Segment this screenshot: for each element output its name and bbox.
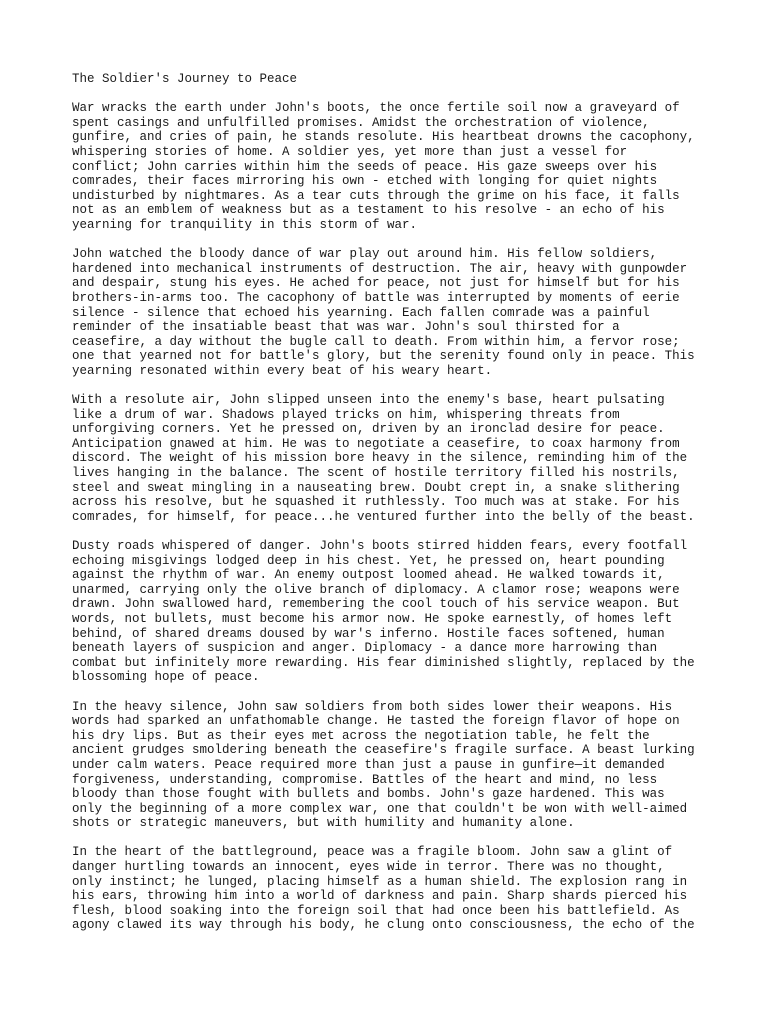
paragraph-line: his ears, throwing him into a world of darkness and pain. Sharp shards pierced his — [72, 889, 688, 904]
paragraph-line: across his resolve, but he squashed it ruthlessly. Too much was at stake. For his — [72, 495, 680, 510]
paragraph-line: hardened into mechanical instruments of destruction. The air, heavy with gunpowder — [72, 261, 688, 276]
paragraph-line: lives hanging in the balance. The scent of hostile territory filled his nostrils, — [72, 466, 680, 481]
paragraph-line: ceasefire, a day without the bugle call to death. From within him, a fervor rose; — [72, 334, 680, 349]
paragraph-line: In the heavy silence, John saw soldiers from both sides lower their weapons. His — [72, 699, 673, 714]
paragraph-line: brothers-in-arms too. The cacophony of battle was interrupted by moments of eerie — [72, 290, 680, 305]
document-page — [72, 72, 732, 948]
paragraph-line: and despair, stung his eyes. He ached for peace, not just for himself but for his — [72, 276, 680, 291]
paragraph-line: In the heart of the battleground, peace was a fragile bloom. John saw a glint of — [72, 845, 673, 860]
paragraph-line: like a drum of war. Shadows played tricks on him, whispering threats from — [72, 407, 620, 422]
paragraph-line: only instinct; he lunged, placing himself as a human shield. The explosion rang in — [72, 874, 688, 889]
paragraph-line: ancient grudges smoldering beneath the ceasefire's fragile surface. A beast lurking — [72, 743, 695, 758]
paragraph-line: War wracks the earth under John's boots, the once fertile soil now a graveyard of — [72, 101, 680, 116]
paragraph-line: forgiveness, understanding, compromise. Battles of the heart and mind, no less — [72, 772, 658, 787]
paragraph-line: flesh, blood soaking into the foreign soil that had once been his battlefield. As — [72, 903, 680, 918]
paragraph-line: bloody than those fought with bullets and bombs. John's gaze hardened. This was — [72, 787, 665, 802]
paragraph-line: yearning resonated within every beat of his weary heart. — [72, 363, 493, 378]
paragraph-line: yearning for tranquility in this storm of war. — [72, 217, 418, 232]
paragraph-line: words, not bullets, must become his armor now. He spoke earnestly, of homes left — [72, 611, 673, 626]
paragraph-line: agony clawed its way through his body, he clung onto consciousness, the echo of the — [72, 918, 695, 933]
paragraph-line: shots or strategic maneuvers, but with humility and humanity alone. — [72, 816, 575, 831]
paragraph-line: combat but infinitely more rewarding. His fear diminished slightly, replaced by the — [72, 655, 695, 670]
paragraph-line: behind, of shared dreams doused by war's inferno. Hostile faces softened, human — [72, 626, 665, 641]
paragraph-line: whispering stories of home. A soldier yes, yet more than just a vessel for — [72, 144, 628, 159]
paragraph-line: one that yearned not for battle's glory, but the serenity found only in peace. This — [72, 349, 695, 364]
paragraph-line: conflict; John carries within him the seeds of peace. His gaze sweeps over his — [72, 159, 658, 174]
paragraph-line: gunfire, and cries of pain, he stands resolute. His heartbeat drowns the cacophony, — [72, 130, 695, 145]
paragraph-line: words had sparked an unfathomable change. He tasted the foreign flavor of hope on — [72, 714, 680, 729]
paragraph-line: reminder of the insatiable beast that was war. John's soul thirsted for a — [72, 320, 620, 335]
paragraph-line: steel and sweat mingling in a nauseating brew. Doubt crept in, a snake slithering — [72, 480, 680, 495]
paragraph-line: comrades, their faces mirroring his own - etched with longing for quiet nights — [72, 174, 658, 189]
paragraph-line: unforgiving corners. Yet he pressed on, driven by an ironclad desire for peace. — [72, 422, 665, 437]
paragraph-line: silence - silence that echoed his yearning. Each fallen comrade was a painful — [72, 305, 650, 320]
paragraph-line: discord. The weight of his mission bore heavy in the silence, reminding him of the — [72, 451, 688, 466]
paragraph-6 — [72, 845, 732, 933]
paragraph-line: comrades, for himself, for peace...he ventured further into the belly of the beast. — [72, 509, 695, 524]
paragraph-5 — [72, 700, 732, 831]
paragraph-line: blossoming hope of peace. — [72, 670, 260, 685]
paragraph-line: With a resolute air, John slipped unseen into the enemy's base, heart pulsating — [72, 393, 665, 408]
paragraph-line: echoing misgivings lodged deep in his chest. Yet, he pressed on, heart pounding — [72, 553, 665, 568]
paragraph-line: his dry lips. But as their eyes met across the negotiation table, he felt the — [72, 728, 650, 743]
paragraph-1 — [72, 101, 732, 232]
document-body — [72, 101, 732, 933]
paragraph-line: spent casings and unfulfilled promises. Amidst the orchestration of violence, — [72, 115, 650, 130]
paragraph-line: drawn. John swallowed hard, remembering the cool touch of his service weapon. But — [72, 597, 680, 612]
paragraph-line: beneath layers of suspicion and anger. Diplomacy - a dance more harrowing than — [72, 641, 658, 656]
paragraph-line: under calm waters. Peace required more than just a pause in gunfire—it demanded — [72, 757, 665, 772]
paragraph-2 — [72, 247, 732, 378]
paragraph-line: only the beginning of a more complex war, one that couldn't be won with well-aimed — [72, 801, 688, 816]
paragraph-line: Dusty roads whispered of danger. John's boots stirred hidden fears, every footfall — [72, 539, 688, 553]
paragraph-3 — [72, 393, 732, 524]
paragraph-line: undisturbed by nightmares. As a tear cuts through the grime on his face, it falls — [72, 188, 680, 203]
paragraph-line: John watched the bloody dance of war play out around him. His fellow soldiers, — [72, 247, 658, 262]
paragraph-line: danger hurtling towards an innocent, eyes wide in terror. There was no thought, — [72, 860, 665, 875]
paragraph-line: unarmed, carrying only the olive branch of diplomacy. A clamor rose; weapons were — [72, 582, 680, 597]
document-title: The Soldier's Journey to Peace — [72, 72, 298, 86]
paragraph-line: Anticipation gnawed at him. He was to negotiate a ceasefire, to coax harmony from — [72, 436, 680, 451]
paragraph-line: against the rhythm of war. An enemy outpost loomed ahead. He walked towards it, — [72, 568, 665, 583]
paragraph-line: not as an emblem of weakness but as a testament to his resolve - an echo of his — [72, 203, 665, 218]
paragraph-4 — [72, 539, 732, 685]
